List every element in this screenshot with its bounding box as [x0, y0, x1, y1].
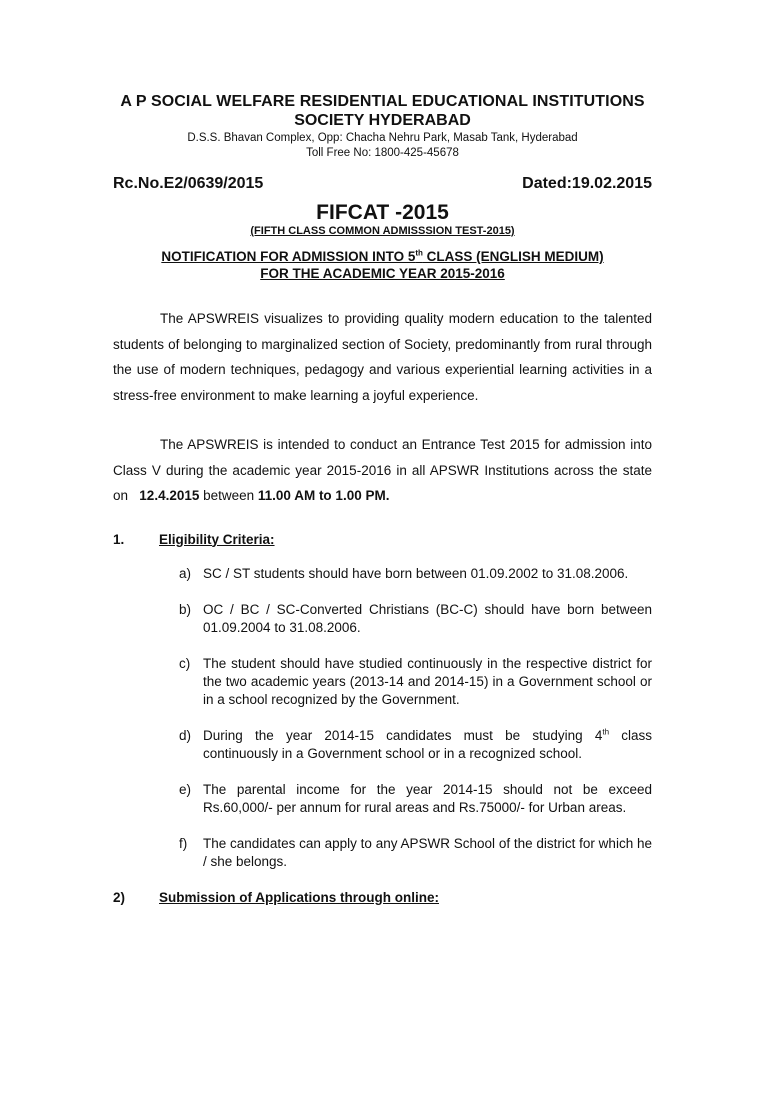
eligibility-criteria-list	[113, 565, 652, 871]
criteria-item-d: d) During the year 2014-15 candidates must be studying 4th class continuously in a Government school or in a recognized school.	[179, 727, 652, 761]
criteria-item-c: c) The student should have studied continuously in the respective district for the two academic years (2013-14 and 2014-15) in a Government school or in a school recognized by the Government.	[179, 655, 652, 707]
criteria-item-f: f) The candidates can apply to any APSWR School of the district for which he / she belongs.	[179, 835, 652, 869]
section-eligibility-heading	[113, 531, 652, 549]
toll-free-number: Toll Free No: 1800-425-45678	[306, 147, 459, 159]
entrance-test-paragraph: The APSWREIS is intended to conduct an Entrance Test 2015 for admission into Class V during the academic year 2015-2016 in all APSWR Institutions across the state on 12.4.2015 between 11.00 AM to 1.00 PM.	[113, 437, 652, 503]
section-submission-heading	[113, 889, 652, 907]
test-date: 12.4.2015	[139, 488, 200, 503]
section-title: Eligibility Criteria:	[159, 531, 275, 547]
organization-address: D.S.S. Bhavan Complex, Opp: Chacha Nehru Park, Masab Tank, Hyderabad	[187, 132, 578, 144]
criteria-item-b: b) OC / BC / SC-Converted Christians (BC-C) should have born between 01.09.2004 to 31.08.2006.	[179, 601, 652, 635]
organization-location: SOCIETY HYDERABAD	[294, 112, 471, 129]
notification-line2: FOR THE ACADEMIC YEAR 2015-2016	[260, 266, 505, 281]
document-page	[0, 92, 768, 1116]
intro-paragraph: The APSWREIS visualizes to providing quality modern education to the talented students of belonging to marginalized section of Society, predominantly from rural through the use of modern techniques, pedagogy and various experiential learning activities in a stress-free environment to make learning a joyful experience.	[113, 311, 652, 403]
reference-number: Rc.No.E2/0639/2015	[113, 175, 264, 192]
section-number: 1.	[113, 531, 125, 547]
reference-row	[113, 174, 652, 194]
test-time: 11.00 AM to 1.00 PM.	[257, 488, 390, 503]
section-number: 2)	[113, 889, 126, 905]
criteria-item-a: a) SC / ST students should have born between 01.09.2002 to 31.08.2006.	[179, 565, 629, 581]
document-title: FIFCAT -2015	[316, 201, 449, 224]
document-header	[113, 92, 652, 161]
notification-line1: NOTIFICATION FOR ADMISSION INTO 5th CLASS (ENGLISH MEDIUM)	[161, 248, 604, 264]
criteria-item-e: e) The parental income for the year 2014-15 should not be exceed Rs.60,000/- per annum for rural areas and Rs.75000/- for Urban areas.	[179, 781, 652, 815]
document-subtitle: (FIFTH CLASS COMMON ADMISSSION TEST-2015)	[250, 225, 515, 237]
dated: Dated:19.02.2015	[522, 175, 652, 192]
section-title: Submission of Applications through online:	[159, 889, 439, 905]
notification-heading	[113, 248, 652, 282]
organization-name: A P SOCIAL WELFARE RESIDENTIAL EDUCATIONAL INSTITUTIONS	[120, 93, 645, 110]
